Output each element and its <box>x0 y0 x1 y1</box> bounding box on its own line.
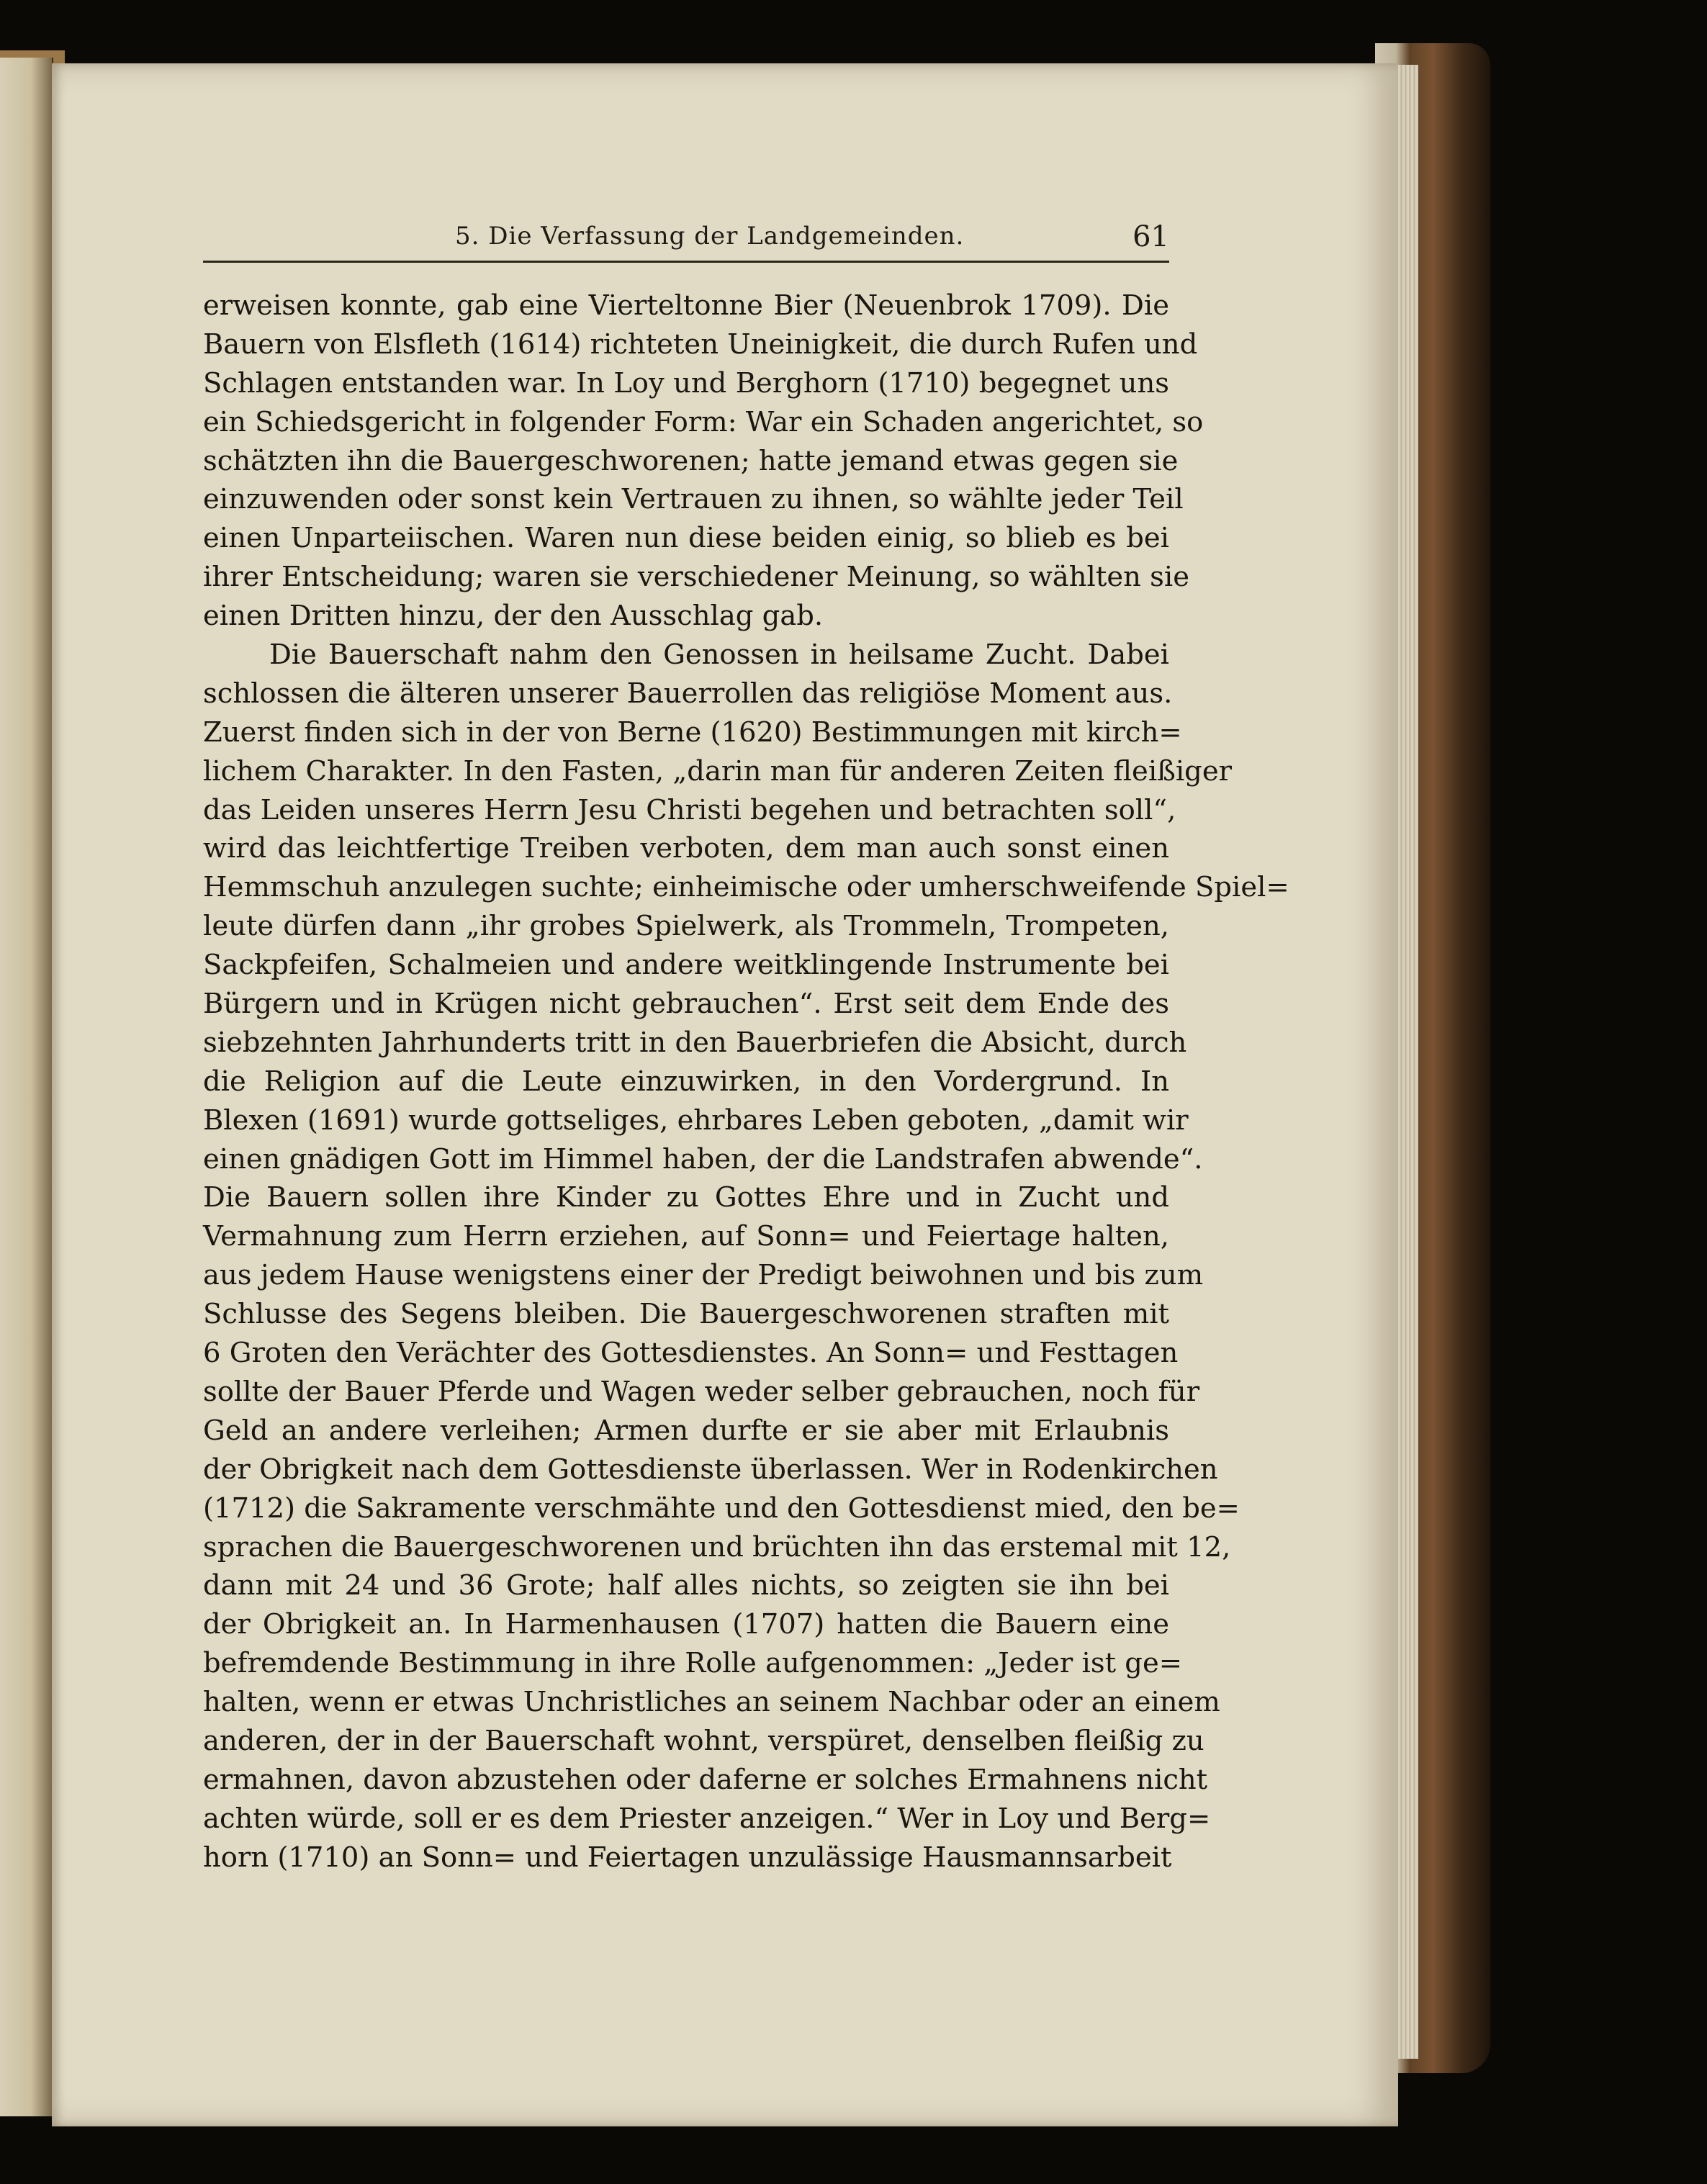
text-line: dann mit 24 und 36 Grote; half alles nichts, so zeigten sie ihn bei <box>203 1569 1169 1602</box>
text-line: Die Bauerschaft nahm den Genossen in heilsame Zucht. Dabei <box>269 638 1169 672</box>
text-line: die Religion auf die Leute einzuwirken, in den Vordergrund. In <box>203 1065 1169 1098</box>
text-line: halten, wenn er etwas Unchristliches an seinem Nachbar oder an einem <box>203 1686 1220 1719</box>
text-line: Bürgern und in Krügen nicht gebrauchen“. Erst seit dem Ende des <box>203 988 1169 1021</box>
page-number: 61 <box>1132 220 1169 253</box>
text-line: einzuwenden oder sonst kein Vertrauen zu ihnen, so wählte jeder Teil <box>203 483 1184 516</box>
page-header <box>203 216 1169 263</box>
body-text <box>203 286 1289 1877</box>
paragraph-2 <box>203 636 1289 1877</box>
text-line: achten würde, soll er es dem Priester anzeigen.“ Wer in Loy und Berg= <box>203 1802 1211 1835</box>
text-line: Bauern von Elsfleth (1614) richteten Uneinigkeit, die durch Rufen und <box>203 328 1198 361</box>
text-line: der Obrigkeit an. In Harmenhausen (1707) hatten die Bauern eine <box>203 1608 1169 1641</box>
text-line: schätzten ihn die Bauergeschworenen; hatte jemand etwas gegen sie <box>203 444 1179 477</box>
text-line: sollte der Bauer Pferde und Wagen weder selber gebrauchen, noch für <box>203 1375 1200 1408</box>
text-line: befremdende Bestimmung in ihre Rolle aufgenommen: „Jeder ist ge= <box>203 1647 1182 1680</box>
text-line: anderen, der in der Bauerschaft wohnt, verspüret, denselben fleißig zu <box>203 1724 1204 1757</box>
text-line: das Leiden unseres Herrn Jesu Christi begehen und betrachten soll“, <box>203 793 1176 826</box>
running-head: 5. Die Verfassung der Landgemeinden. <box>455 222 965 251</box>
text-line: Schlagen entstanden war. In Loy und Berghorn (1710) begegnet uns <box>203 366 1169 400</box>
text-line: erweisen konnte, gab eine Vierteltonne Bier (Neuenbrok 1709). Die <box>203 289 1169 322</box>
text-line: Sackpfeifen, Schalmeien und andere weitklingende Instrumente bei <box>203 949 1169 982</box>
text-line: schlossen die älteren unserer Bauerrollen das religiöse Moment aus. <box>203 677 1173 710</box>
text-line: Blexen (1691) wurde gottseliges, ehrbares Leben geboten, „damit wir <box>203 1104 1189 1137</box>
text-line: ermahnen, davon abzustehen oder daferne er solches Ermahnens nicht <box>203 1763 1208 1796</box>
text-line: (1712) die Sakramente verschmähte und den Gottesdienst mied, den be= <box>203 1492 1240 1525</box>
text-line: ihrer Entscheidung; waren sie verschiedener Meinung, so wählten sie <box>203 561 1190 594</box>
text-line: ein Schiedsgericht in folgender Form: War ein Schaden angerichtet, so <box>203 405 1204 438</box>
text-line: lichem Charakter. In den Fasten, „darin man für anderen Zeiten fleißiger <box>203 754 1233 788</box>
text-line: einen gnädigen Gott im Himmel haben, der die Landstrafen abwende“. <box>203 1142 1203 1176</box>
text-line: 6 Groten den Verächter des Gottesdienstes. An Sonn= und Festtagen <box>203 1337 1179 1370</box>
text-line: einen Unparteiischen. Waren nun diese beiden einig, so blieb es bei <box>203 522 1169 555</box>
text-line: Zuerst finden sich in der von Berne (1620) Bestimmungen mit kirch= <box>203 716 1182 749</box>
text-line: aus jedem Hause wenigstens einer der Predigt beiwohnen und bis zum <box>203 1259 1204 1292</box>
left-page-margin <box>0 58 53 2116</box>
text-line: wird das leichtfertige Treiben verboten, dem man auch sonst einen <box>203 832 1169 865</box>
text-line: leute dürfen dann „ihr grobes Spielwerk, als Trommeln, Trompeten, <box>203 910 1169 943</box>
text-line: horn (1710) an Sonn= und Feiertagen unzulässige Hausmannsarbeit <box>203 1841 1172 1874</box>
text-line: Hemmschuh anzulegen suchte; einheimische oder umherschweifende Spiel= <box>203 871 1289 904</box>
text-line: einen Dritten hinzu, der den Ausschlag gab. <box>203 600 824 633</box>
text-line: Schlusse des Segens bleiben. Die Bauergeschworenen straften mit <box>203 1298 1169 1331</box>
text-line: siebzehnten Jahrhunderts tritt in den Bauerbriefen die Absicht, durch <box>203 1026 1187 1059</box>
text-line: Vermahnung zum Herrn erziehen, auf Sonn= und Feiertage halten, <box>203 1220 1169 1253</box>
paragraph-1 <box>203 286 1204 636</box>
text-line: der Obrigkeit nach dem Gottesdienste überlassen. Wer in Rodenkirchen <box>203 1453 1218 1486</box>
text-line: sprachen die Bauergeschworenen und brüchten ihn das erstemal mit 12, <box>203 1530 1231 1563</box>
text-line: Die Bauern sollen ihre Kinder zu Gottes Ehre und in Zucht und <box>203 1181 1169 1214</box>
text-line: Geld an andere verleihen; Armen durfte er sie aber mit Erlaubnis <box>203 1414 1169 1447</box>
